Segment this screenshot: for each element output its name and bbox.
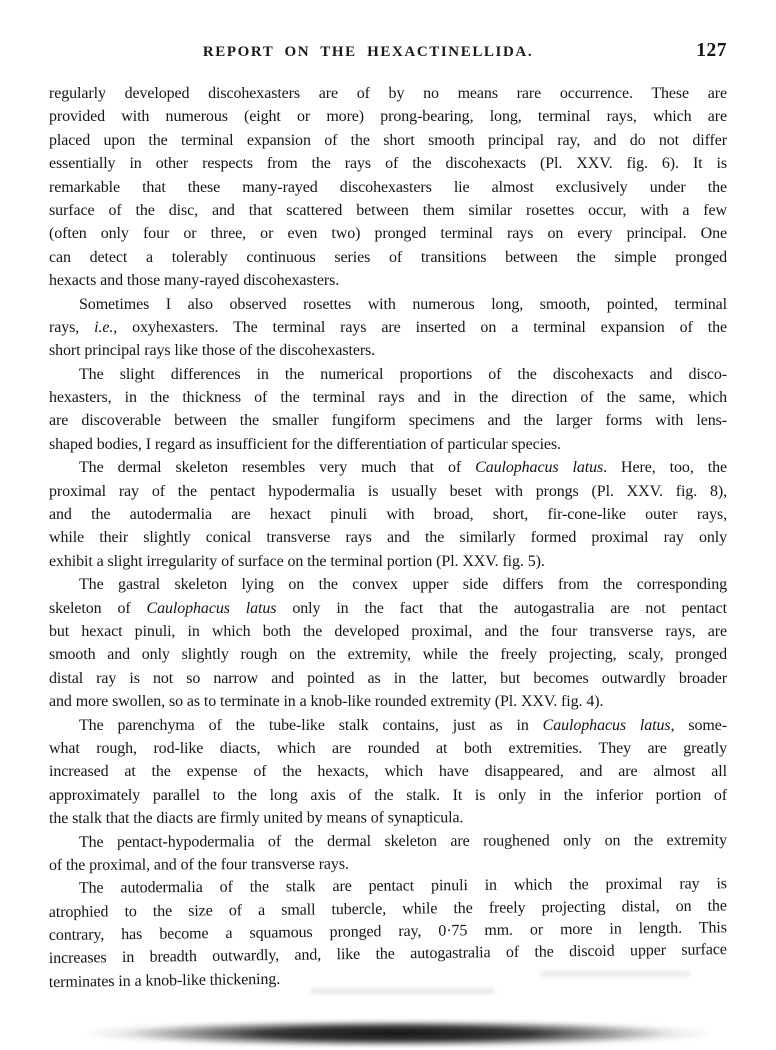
text-line: contrary, has become a squamous pronged ray, 0·75 mm. or more in length. This [48, 919, 727, 945]
text-line: shaped bodies, I regard as insufficient for the differentiation of particular species. [49, 435, 561, 453]
text-line: distal ray is not so narrow and pointed as in the latter, but becomes outwardly broader [49, 669, 727, 687]
text-line: increased at the expense of the hexacts, which have disappeared, and are almost all [49, 763, 727, 781]
text-line: Sometimes I also observed rosettes with numerous long, smooth, pointed, terminal [79, 295, 727, 313]
text-line: what rough, rod-like diacts, which are rounded at both extremities. They are greatly [49, 739, 727, 757]
text-line: but hexact pinuli, in which both the developed proximal, and the four transverse rays, are [49, 622, 727, 640]
text-line: essentially in other respects from the rays of the discohexacts (Pl. XXV. fig. 6). It is [49, 155, 727, 173]
text-line: short principal rays like those of the discohexasters. [49, 342, 376, 360]
text-line: remarkable that these many-rayed discohexasters lie almost exclusively under the [49, 178, 727, 196]
text-line: smooth and only slightly rough on the extremity, while the freely projecting, scaly, pronged [49, 646, 727, 664]
text-line: the stalk that the diacts are firmly united by means of synapticula. [48, 809, 464, 828]
text-line: increases in breadth outwardly, and, like the autogastralia of the discoid upper surface [48, 941, 727, 968]
running-head-title: REPORT ON THE HEXACTINELLIDA. [202, 44, 534, 60]
text-line: provided with numerous (eight or more) prong-bearing, long, terminal rays, which are [49, 108, 727, 126]
bottom-scan-shadow [88, 1020, 708, 1047]
ink-bleed-ghost-mark [540, 971, 690, 977]
text-line: The parenchyma of the tube-like stalk contains, just as in Caulophacus latus, some- [79, 716, 727, 734]
text-line: approximately parallel to the long axis of the stalk. It is only in the inferior portion of [49, 786, 727, 804]
text-line: exhibit a slight irregularity of surface on the terminal portion (Pl. XXV. fig. 5). [49, 552, 545, 570]
page-header [49, 40, 727, 66]
text-line: while their slightly conical transverse rays and the similarly formed proximal ray only [49, 529, 727, 547]
text-line: and the autodermalia are hexact pinuli with broad, short, fir-cone-like outer rays, [49, 506, 727, 524]
text-line: regularly developed discohexasters are of by no means rare occurrence. These are [49, 85, 727, 102]
text-line: hexasters, in the thickness of the terminal rays and in the direction of the same, which [49, 389, 727, 407]
text-line: and more swollen, so as to terminate in a knob-like rounded extremity (Pl. XXV. fig. 4). [49, 693, 604, 711]
text-line: skeleton of Caulophacus latus only in the fact that the autogastralia are not pentact [49, 599, 727, 617]
page-number: 127 [696, 40, 727, 61]
ink-bleed-ghost-mark [310, 988, 495, 994]
text-line: can detect a tolerably continuous series of transitions between the simple pronged [49, 248, 727, 266]
text-line: are discoverable between the smaller fungiform specimens and the larger forms with lens- [49, 412, 727, 430]
text-line: placed upon the terminal expansion of the short smooth principal ray, and do not differ [49, 131, 727, 149]
text-line: atrophied to the size of a small tubercle, while the freely projecting distal, on the [48, 897, 727, 921]
body-text-block [49, 82, 727, 994]
text-line: The slight differences in the numerical proportions of the discohexacts and disco- [79, 365, 727, 383]
text-line: The autodermalia of the stalk are pentact pinuli in which the proximal ray is [78, 875, 727, 898]
text-line: surface of the disc, and that scattered between them similar rosettes occur, with a few [49, 201, 727, 219]
text-line: rays, i.e., oxyhexasters. The terminal rays are inserted on a terminal expansion of the [49, 318, 727, 336]
text-line: The dermal skeleton resembles very much that of Caulophacus latus. Here, too, the [79, 459, 727, 477]
text-line: hexacts and those many-rayed discohexasters. [49, 272, 340, 290]
text-line: The gastral skeleton lying on the convex upper side differs from the corresponding [79, 576, 727, 594]
text-line: The pentact-hypodermalia of the dermal skeleton are roughened only on the extremity [78, 831, 727, 851]
text-line: (often only four or three, or even two) pronged terminal rays on every principal. One [49, 225, 727, 243]
text-line: terminates in a knob-like thickening. [48, 970, 281, 991]
text-line: proximal ray of the pentact hypodermalia is usually beset with prongs (Pl. XXV. fig. 8), [49, 482, 727, 500]
text-line: of the proximal, and of the four transverse rays. [48, 855, 349, 874]
